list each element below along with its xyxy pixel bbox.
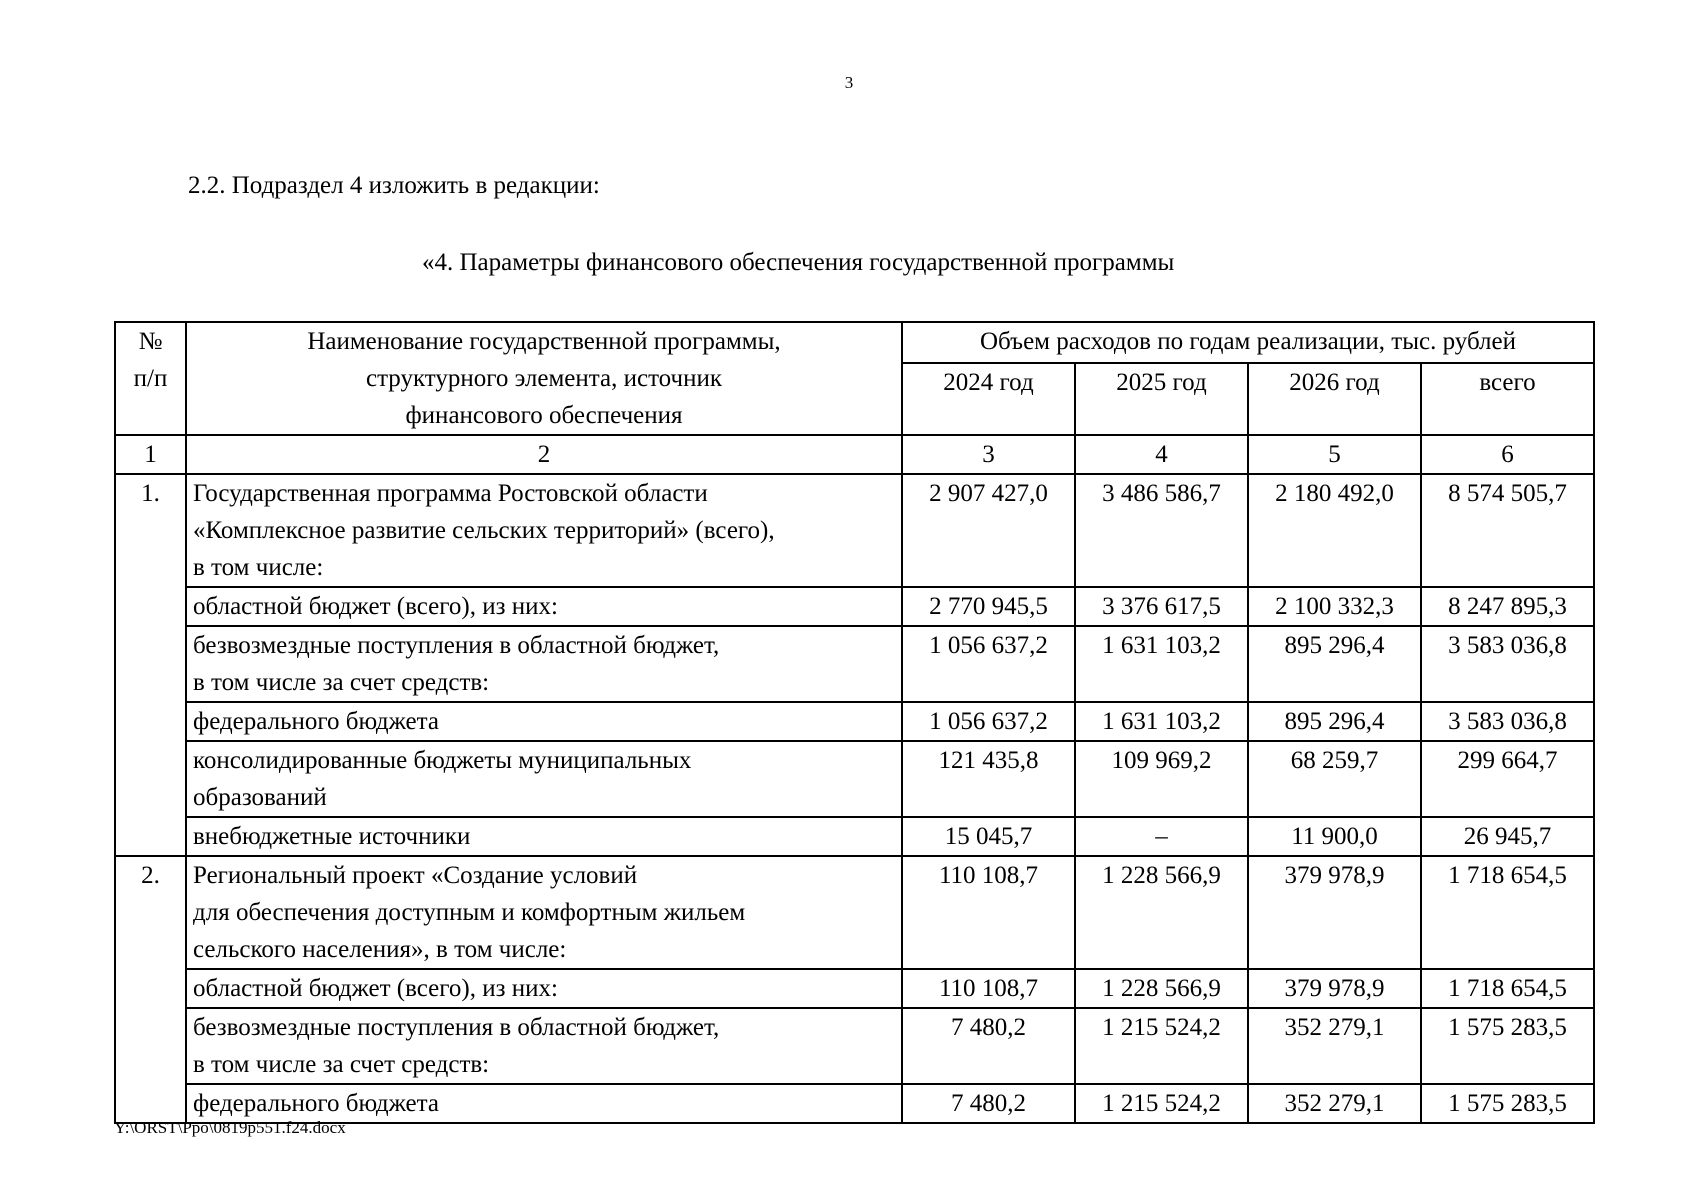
- value-cell: 352 279,1: [1248, 1084, 1421, 1123]
- header-name-line: Наименование государственной программы,: [307, 328, 781, 355]
- row-name-line: в том числе за счет средств:: [193, 669, 490, 696]
- value-cell: 68 259,7: [1248, 741, 1421, 817]
- table-row: [115, 702, 1594, 741]
- column-number-cell: 5: [1248, 435, 1421, 474]
- value-cell: 1 631 103,2: [1075, 626, 1248, 702]
- value-cell: 2 770 945,5: [902, 587, 1075, 626]
- header-num-line: №: [138, 328, 163, 355]
- row-name-line: сельского населения», в том числе:: [193, 936, 567, 963]
- row-name-cell: [186, 817, 902, 856]
- intro-text: 2.2. Подраздел 4 изложить в редакции:: [188, 172, 600, 199]
- value-cell: –: [1075, 817, 1248, 856]
- value-cell: 7 480,2: [902, 1084, 1075, 1123]
- row-number-cell: 1.: [115, 474, 186, 856]
- value-cell: 1 718 654,5: [1421, 969, 1594, 1008]
- row-name-line: федерального бюджета: [193, 1090, 439, 1117]
- row-name-line: для обеспечения доступным и комфортным жильем: [193, 899, 746, 926]
- header-name-line: финансового обеспечения: [405, 402, 683, 429]
- value-cell: 1 215 524,2: [1075, 1084, 1248, 1123]
- column-number-cell: 4: [1075, 435, 1248, 474]
- value-cell: 1 631 103,2: [1075, 702, 1248, 741]
- value-cell: 15 045,7: [902, 817, 1075, 856]
- row-name-line: внебюджетные источники: [193, 823, 471, 850]
- column-number-cell: 1: [115, 435, 186, 474]
- column-number-cell: 2: [186, 435, 902, 474]
- value-cell: 1 228 566,9: [1075, 969, 1248, 1008]
- value-cell: 8 247 895,3: [1421, 587, 1594, 626]
- table-row: [115, 587, 1594, 626]
- value-cell: 1 056 637,2: [902, 626, 1075, 702]
- value-cell: 8 574 505,7: [1421, 474, 1594, 587]
- row-name-cell: [186, 702, 902, 741]
- row-name-cell: [186, 587, 902, 626]
- value-cell: 2 100 332,3: [1248, 587, 1421, 626]
- value-cell: 2 180 492,0: [1248, 474, 1421, 587]
- value-cell: 1 575 283,5: [1421, 1084, 1594, 1123]
- header-row: [115, 322, 1594, 363]
- row-name-cell: [186, 1008, 902, 1084]
- section-title: «4. Параметры финансового обеспечения государственной программы: [422, 249, 1175, 276]
- row-name-cell: [186, 969, 902, 1008]
- value-cell: 3 486 586,7: [1075, 474, 1248, 587]
- row-name-line: образований: [193, 784, 327, 811]
- value-cell: 110 108,7: [902, 969, 1075, 1008]
- table-row: [115, 1008, 1594, 1084]
- value-cell: 1 228 566,9: [1075, 856, 1248, 969]
- row-name-cell: [186, 626, 902, 702]
- financing-table-body: [115, 322, 1594, 1123]
- row-name-line: Государственная программа Ростовской области: [193, 480, 708, 507]
- row-name-line: безвозмездные поступления в областной бюджет,: [193, 1014, 720, 1041]
- value-cell: 3 583 036,8: [1421, 702, 1594, 741]
- value-cell: 121 435,8: [902, 741, 1075, 817]
- table-row: [115, 817, 1594, 856]
- table-row: [115, 969, 1594, 1008]
- row-name-line: Региональный проект «Создание условий: [193, 862, 638, 889]
- header-total: всего: [1421, 363, 1594, 435]
- value-cell: 299 664,7: [1421, 741, 1594, 817]
- row-name-line: консолидированные бюджеты муниципальных: [193, 747, 692, 774]
- table-row: [115, 474, 1594, 587]
- table-row: [115, 741, 1594, 817]
- table-row: [115, 626, 1594, 702]
- row-name-cell: [186, 856, 902, 969]
- value-cell: 26 945,7: [1421, 817, 1594, 856]
- row-name-line: «Комплексное развитие сельских территорий» (всего),: [193, 517, 775, 544]
- column-number-cell: 6: [1421, 435, 1594, 474]
- value-cell: 1 056 637,2: [902, 702, 1075, 741]
- column-number-cell: 3: [902, 435, 1075, 474]
- value-cell: 109 969,2: [1075, 741, 1248, 817]
- footer-file-path: Y:\ORST\Ppo\0819p551.f24.docx: [114, 1118, 346, 1137]
- value-cell: 1 575 283,5: [1421, 1008, 1594, 1084]
- value-cell: 1 215 524,2: [1075, 1008, 1248, 1084]
- row-name-line: в том числе:: [193, 554, 324, 581]
- header-name-cell: [186, 322, 902, 435]
- value-cell: 110 108,7: [902, 856, 1075, 969]
- header-year-2026: 2026 год: [1248, 363, 1421, 435]
- header-num-line: п/п: [133, 365, 168, 392]
- value-cell: 895 296,4: [1248, 626, 1421, 702]
- value-cell: 11 900,0: [1248, 817, 1421, 856]
- row-name-line: безвозмездные поступления в областной бюджет,: [193, 632, 720, 659]
- value-cell: 2 907 427,0: [902, 474, 1075, 587]
- value-cell: 895 296,4: [1248, 702, 1421, 741]
- header-year-2024: 2024 год: [902, 363, 1075, 435]
- value-cell: 7 480,2: [902, 1008, 1075, 1084]
- table-row: [115, 856, 1594, 969]
- row-name-line: областной бюджет (всего), из них:: [193, 975, 558, 1002]
- column-number-row: [115, 435, 1594, 474]
- header-num-cell: [115, 322, 186, 435]
- header-name-line: структурного элемента, источник: [365, 365, 723, 392]
- value-cell: 3 583 036,8: [1421, 626, 1594, 702]
- value-cell: 379 978,9: [1248, 969, 1421, 1008]
- row-name-line: областной бюджет (всего), из них:: [193, 593, 558, 620]
- value-cell: 1 718 654,5: [1421, 856, 1594, 969]
- value-cell: 352 279,1: [1248, 1008, 1421, 1084]
- row-name-line: федерального бюджета: [193, 708, 439, 735]
- row-name-cell: [186, 474, 902, 587]
- row-name-cell: [186, 741, 902, 817]
- financing-table: [114, 321, 1595, 1124]
- row-name-line: в том числе за счет средств:: [193, 1051, 490, 1078]
- value-cell: 379 978,9: [1248, 856, 1421, 969]
- value-cell: 3 376 617,5: [1075, 587, 1248, 626]
- page-number: 3: [844, 73, 854, 92]
- header-group-cell: Объем расходов по годам реализации, тыс. рублей: [902, 322, 1594, 363]
- header-year-2025: 2025 год: [1075, 363, 1248, 435]
- row-number-cell: 2.: [115, 856, 186, 1123]
